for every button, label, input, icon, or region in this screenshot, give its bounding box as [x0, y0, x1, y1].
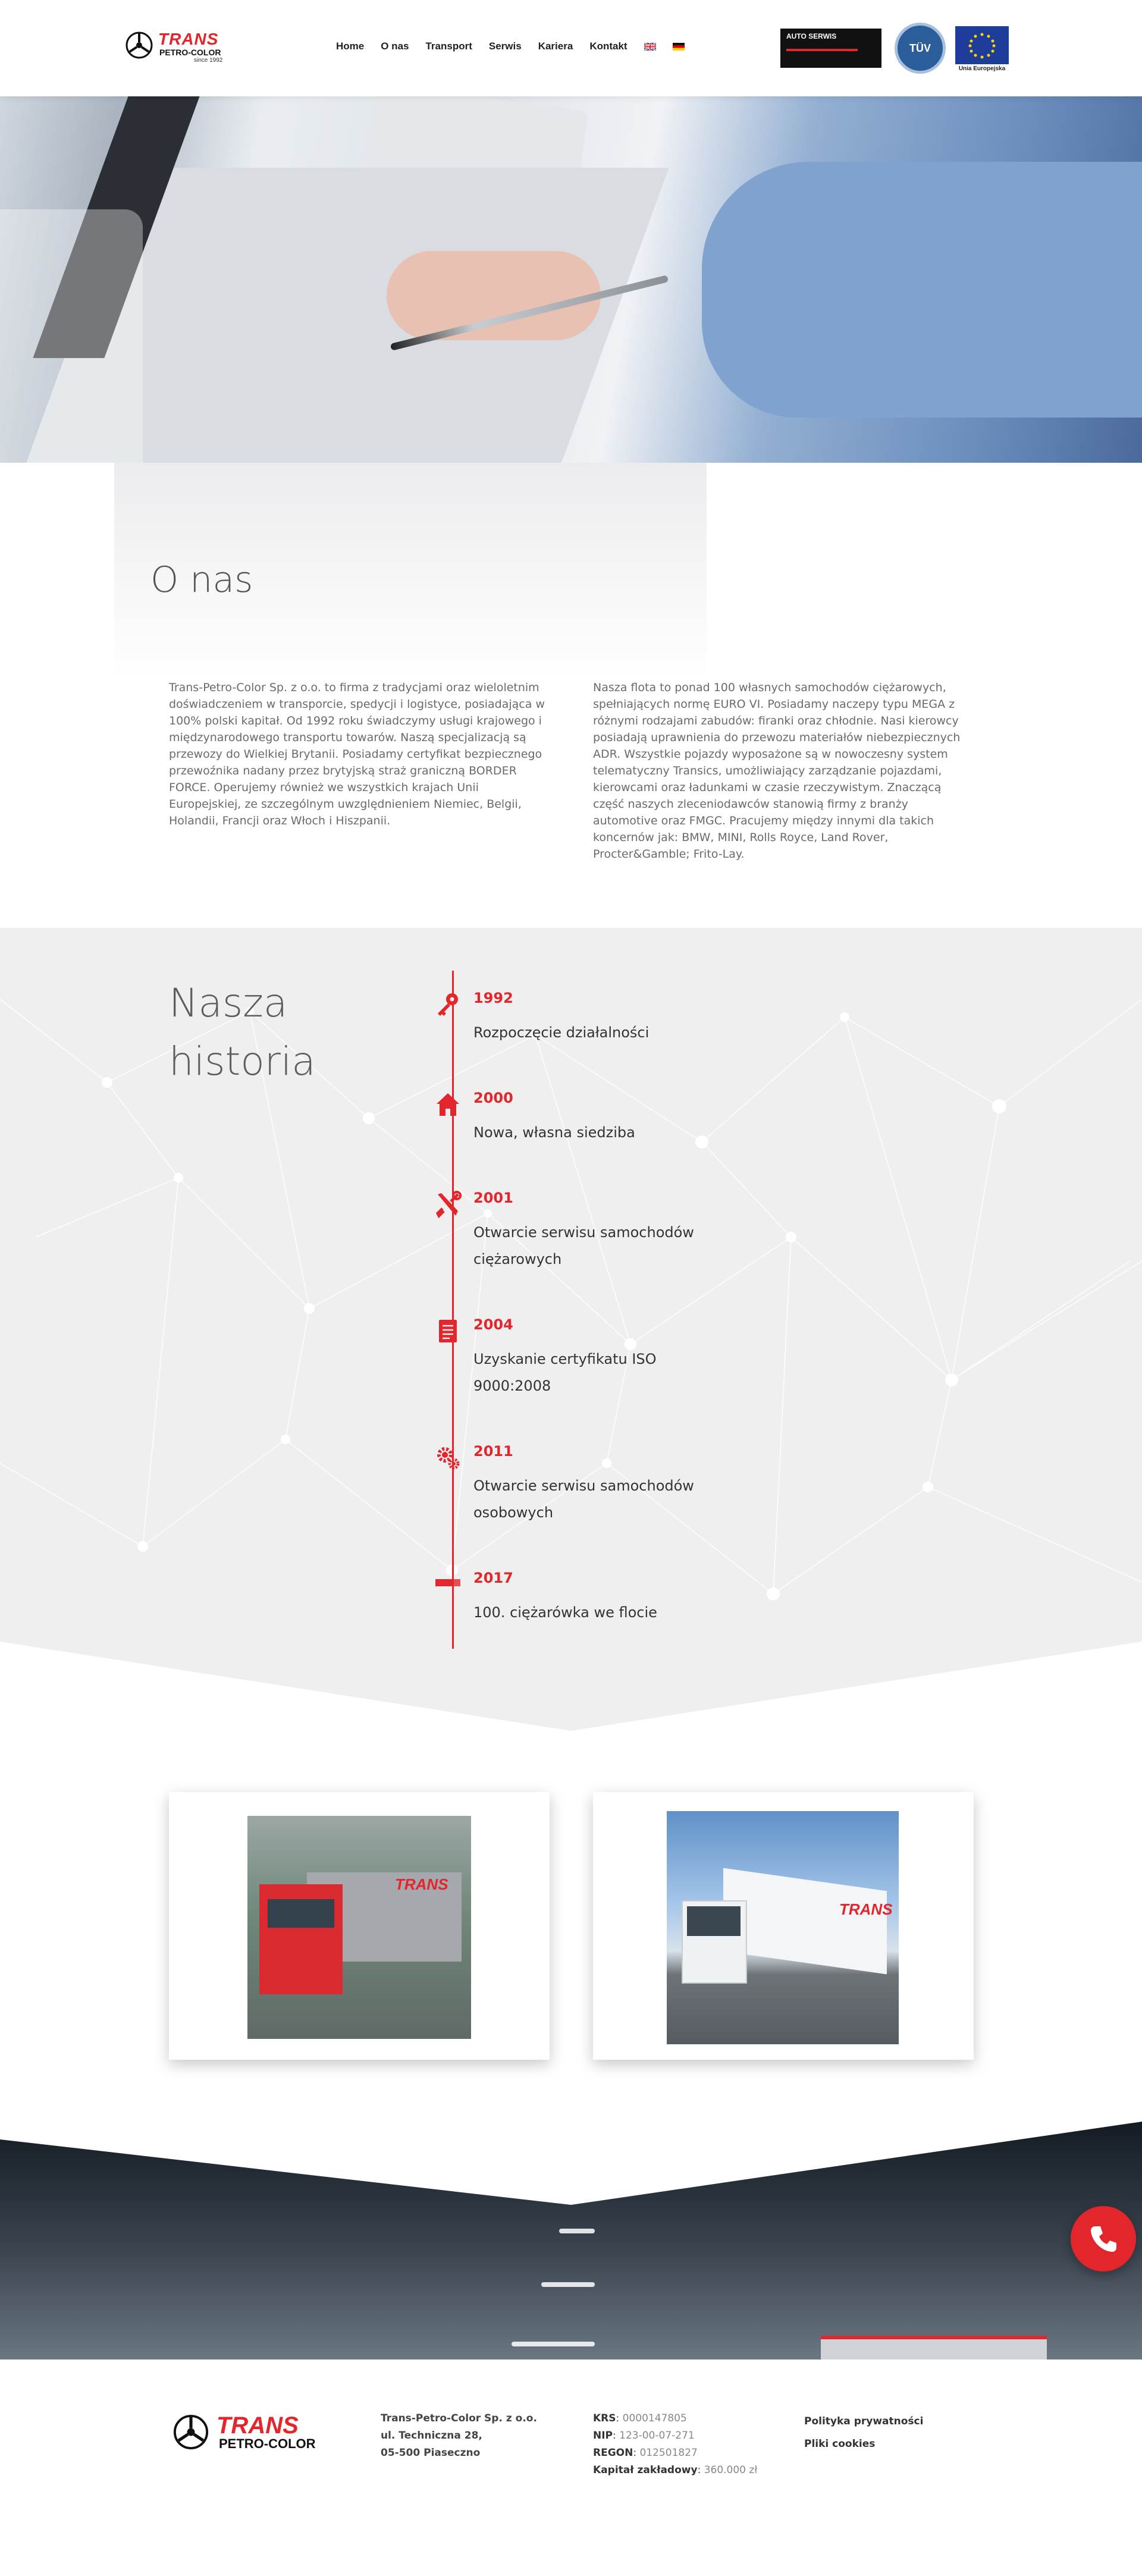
- history-title: [169, 974, 316, 1091]
- logo-wheel-icon: [172, 2414, 209, 2451]
- de-flag-icon[interactable]: [673, 43, 685, 51]
- auto-serwis-badge[interactable]: [780, 29, 881, 68]
- timeline-text: Rozpoczęcie działalności: [473, 1024, 650, 1041]
- timeline-year: 1992: [473, 990, 513, 1006]
- tunnel-image: [0, 2122, 1142, 2359]
- site-footer: [0, 2359, 1142, 2576]
- history-title-line1: Nasza: [169, 980, 288, 1026]
- registry-row: NIP: 123-00-07-271: [593, 2430, 695, 2442]
- document-icon: [434, 1317, 462, 1345]
- truck-windshield: [687, 1906, 741, 1936]
- timeline-text: Nowa, własna siedziba: [473, 1124, 635, 1141]
- tunnel-light: [512, 2342, 595, 2346]
- key-icon: [434, 991, 462, 1018]
- main-nav: [336, 40, 685, 52]
- truck-icon: [434, 1571, 462, 1598]
- tunnel-divider: [0, 2122, 1142, 2205]
- hero-image: [0, 96, 1142, 463]
- privacy-policy-link[interactable]: Polityka prywatności: [804, 2415, 924, 2427]
- street: ul. Techniczna 28,: [381, 2430, 482, 2442]
- hero-hand: [387, 251, 601, 340]
- auto-serwis-stripe: [786, 49, 858, 51]
- new-truck-photo: [667, 1811, 899, 2044]
- hero-arm: [702, 162, 1142, 418]
- photo-card-old-truck: [169, 1792, 550, 2060]
- registry-row: Kapitał zakładowy: 360.000 zł: [593, 2464, 758, 2476]
- timeline-text: Otwarcie serwisu samochodów ciężarowych: [473, 1224, 694, 1267]
- nav-home[interactable]: Home: [336, 40, 365, 52]
- phone-icon: [1088, 2224, 1118, 2254]
- footer-registry: [593, 2410, 757, 2479]
- logo-wheel-icon: [125, 31, 153, 59]
- nav-transport[interactable]: Transport: [425, 40, 472, 52]
- company-name: Trans-Petro-Color Sp. z o.o.: [381, 2412, 537, 2424]
- tunnel-light: [559, 2229, 595, 2233]
- nav-kariera[interactable]: Kariera: [538, 40, 573, 52]
- tools-icon: [434, 1191, 462, 1218]
- history-title-line2: historia: [169, 1038, 316, 1084]
- nav-kontakt[interactable]: Kontakt: [589, 40, 628, 52]
- footer-logo-subtext: PETRO-COLOR: [219, 2436, 316, 2451]
- timeline-year: 2011: [473, 1443, 513, 1460]
- timeline-text: Otwarcie serwisu samochodów osobowych: [473, 1477, 694, 1521]
- footer-logo[interactable]: [172, 2412, 333, 2454]
- section-divider: [0, 1642, 1142, 1737]
- tuv-badge: [895, 23, 946, 74]
- timeline-year: 2004: [473, 1316, 513, 1333]
- truck-label: TRANS: [839, 1900, 893, 1918]
- footer-links: [804, 2410, 923, 2455]
- about-title: O nas: [150, 559, 253, 601]
- home-icon: [434, 1091, 462, 1118]
- timeline-text: 100. ciężarówka we flocie: [473, 1604, 657, 1621]
- site-header: [0, 0, 1142, 96]
- footer-address: [381, 2410, 537, 2462]
- eu-flag-icon: [955, 26, 1009, 64]
- footer-logo-text: TRANS: [217, 2412, 299, 2439]
- truck-label: TRANS: [395, 1875, 448, 1893]
- about-text-left: Trans-Petro-Color Sp. z o.o. to firma z tradycjami oraz wieloletnim doświadczeniem w transporcie, spedycji i logistyce, posiadająca w 100% polski kapitał. Od 1992 roku świadczymy usługi krajowego i międzynarodowego transportu towarów. Naszą specjalizacją są przewozy do Wielkiej Brytanii. Posiadamy certyfikat bezpiecznego przewoźnika nadany przez brytyjską straż graniczną BORDER FORCE. Operujemy również we wszystkich krajach Unii Europejskiej, ze szczególnym uwzględnieniem Niemiec, Belgii, Holandii, Francji oraz Włoch i Hiszpanii.: [169, 681, 545, 827]
- timeline-text: Uzyskanie certyfikatu ISO 9000:2008: [473, 1351, 657, 1394]
- registry-row: KRS: 0000147805: [593, 2412, 687, 2424]
- truck-windshield: [268, 1899, 334, 1928]
- logo-subtext: PETRO-COLOR: [159, 48, 221, 57]
- eu-label: Unia Europejska: [958, 65, 1006, 72]
- timeline-year: 2000: [473, 1090, 513, 1106]
- logo-since: since 1992: [194, 57, 223, 64]
- city: 05-500 Piaseczno: [381, 2447, 481, 2459]
- timeline-year: 2001: [473, 1190, 513, 1206]
- truck-trailer: [723, 1868, 887, 1975]
- company-logo[interactable]: [125, 30, 241, 65]
- auto-serwis-label: AUTO SERWIS: [786, 32, 837, 40]
- registry-row: REGON: 012501827: [593, 2447, 698, 2459]
- old-truck-photo: [247, 1816, 471, 2039]
- about-text-right: Nasza flota to ponad 100 własnych samochodów ciężarowych, spełniających normę EURO VI. Posiadamy naczepy typu MEGA z różnymi rodzajami zabudów: firanki oraz chłodnie. Nasi kierowcy posiadają uprawnienia do przewozu materiałów niebezpiecznych ADR. Wszystkie pojazdy wyposażone są w nowoczesny system telematyczny Transics, umożliwiający zarządzanie pojazdami, kierowcami oraz ładunkami w czasie rzeczywistym. Znaczącą część naszych zleceniodawców stanowią firmy z branży automotive oraz FMGC. Pracujemy między innymi dla takich koncernów jak: BMW, MINI, Rolls Royce, Land Rover, Procter&Gamble; Frito-Lay.: [593, 681, 961, 861]
- en-flag-icon[interactable]: [644, 43, 656, 51]
- nav-serwis[interactable]: Serwis: [488, 40, 522, 52]
- cookies-link[interactable]: Pliki cookies: [804, 2438, 876, 2450]
- tunnel-truck: [821, 2336, 1047, 2359]
- call-button[interactable]: [1071, 2206, 1136, 2271]
- timeline-year: 2017: [473, 1570, 513, 1586]
- logo-text: TRANS: [158, 30, 219, 48]
- nav-o-nas[interactable]: O nas: [381, 40, 409, 52]
- timeline-line: [452, 971, 454, 1649]
- hero-glass: [0, 209, 143, 463]
- photo-card-new-truck: [593, 1792, 974, 2060]
- tunnel-light: [571, 2187, 595, 2192]
- tuv-label: TÜV: [909, 42, 931, 54]
- gears-icon: [434, 1444, 462, 1471]
- tunnel-light: [541, 2282, 595, 2287]
